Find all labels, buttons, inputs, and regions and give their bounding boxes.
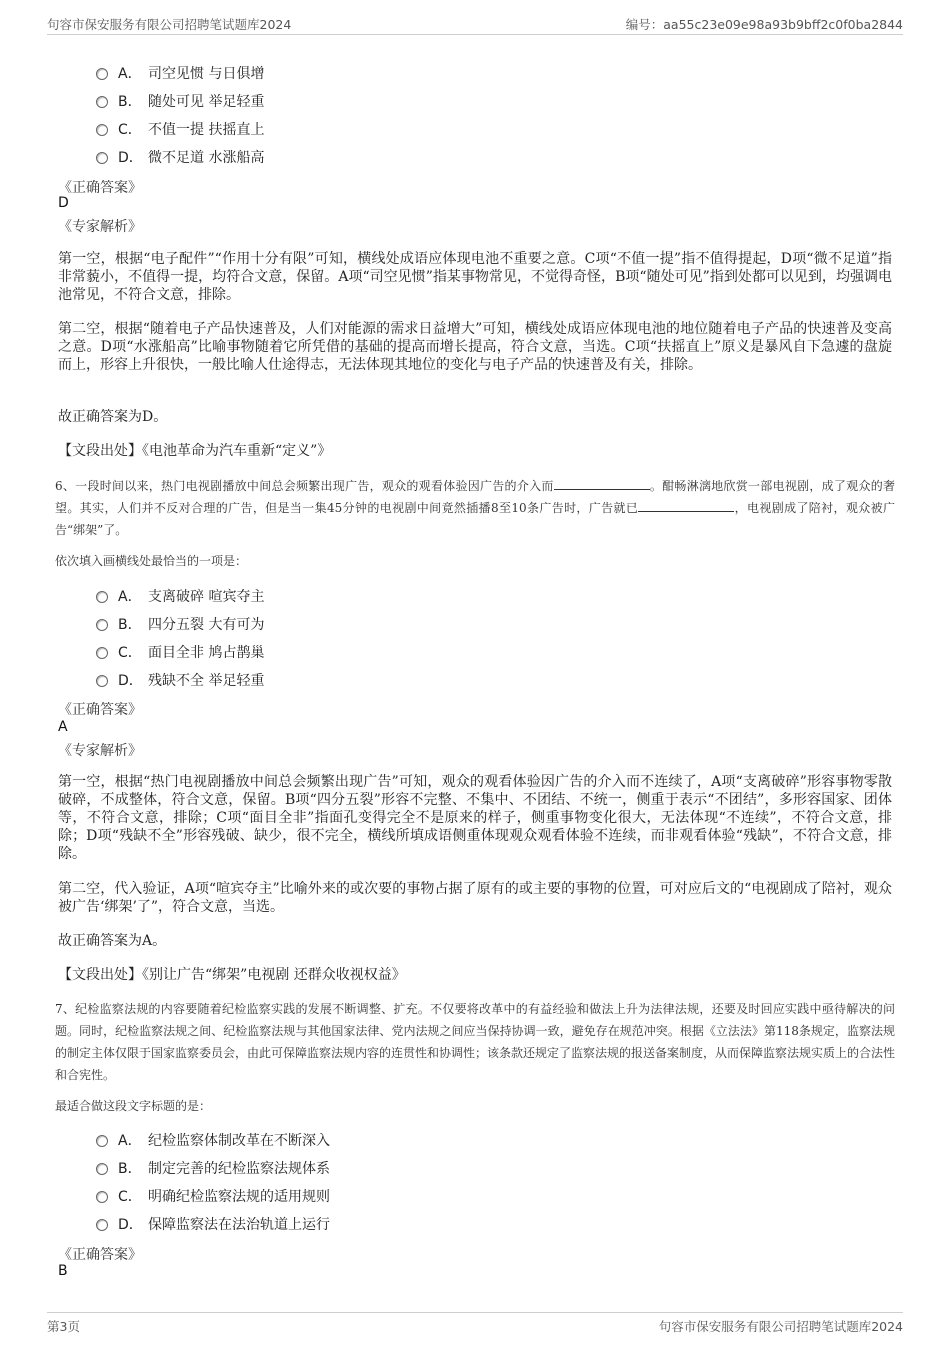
q6-question-text: 6、一段时间以来，热门电视剧播放中间总会频繁出现广告，观众的观看体验因广告的介入而 。酣畅淋漓地欣赏一部电视剧，成了观众的奢望。其实，人们并不反对合理的广告，但是当一集45分钟的电视剧中间竟然插播8至10条广告时，广告就已 ，电视剧成了陪衬，观众被广告“绑架”了。 (55, 479, 895, 537)
page-footer (47, 1312, 903, 1337)
q6-source: 【文段出处】《别让广告“绑架”电视剧 还群众收视权益》 (58, 967, 406, 983)
q6-analysis-label: 《专家解析》 (58, 743, 142, 759)
radio-icon[interactable] (96, 68, 108, 80)
answer-blank (554, 477, 650, 490)
header-doc-id: 编号：aa55c23e09e98a93b9bff2c0f0ba2844 (625, 17, 903, 32)
header-title: 句容市保安服务有限公司招聘笔试题库2024 (47, 17, 292, 32)
q7-prompt: 最适合做这段文字标题的是： (55, 1099, 212, 1113)
q6-analysis-paragraph-2: 第二空，代入验证，A项“喧宾夺主”比喻外来的或次要的事物占据了原有的或主要的事物的位置，可对应后文的“电视剧成了陪衬，观众被广告‘绑架’了”，符合文意，当选。 (58, 881, 892, 915)
q5-conclusion: 故正确答案为D。 (58, 409, 168, 425)
answer-blank (638, 499, 734, 512)
radio-icon[interactable] (96, 1163, 108, 1175)
q6-analysis-paragraph-1: 第一空，根据“热门电视剧播放中间总会频繁出现广告”可知，观众的观看体验因广告的介入而不连续了，A项“支离破碎”形容事物零散破碎，不成整体，符合文意，保留。B项“四分五裂”形容不完整、不集中、不团结、不统一，侧重于表示“不团结”，多形容国家、团体等，不符合文意，排除；C项“面目全非”指面孔变得完全不是原来的样子，侧重事物变化很大，无法体现“不连续”，不符合文意，排除；D项“残缺不全”形容残破、缺少，很不完全，横线所填成语侧重体现观众观看体验不连续，而非观看体验“残缺”，不符合文意，排除。 (58, 774, 892, 862)
radio-icon[interactable] (96, 675, 108, 687)
q6-answer: A (58, 719, 68, 735)
q5-analysis-label: 《专家解析》 (58, 219, 142, 235)
radio-icon[interactable] (96, 124, 108, 136)
radio-icon[interactable] (96, 152, 108, 164)
q6-conclusion: 故正确答案为A。 (58, 933, 167, 949)
q7-question-text: 7、纪检监察法规的内容要随着纪检监察实践的发展不断调整、扩充。不仅要将改革中的有益经验和做法上升为法律法规，还要及时回应实践中亟待解决的问题。同时，纪检监察法规之间、纪检监察法规与其他国家法律、党内法规之间应当保持协调一致，避免存在规范冲突。根据《立法法》第118条规定，监察法规的制定主体仅限于国家监察委员会，由此可保障监察法规内容的连贯性和协调性；该条款还规定了监察法规的报送备案制度，从而保障监察法规实质上的合法性和合宪性。 (55, 1002, 896, 1082)
radio-icon[interactable] (96, 619, 108, 631)
page-number: 第3页 (47, 1319, 80, 1334)
q7-answer: B (58, 1263, 68, 1279)
radio-icon[interactable] (96, 1191, 108, 1203)
q5-answer: D (58, 195, 69, 211)
radio-icon[interactable] (96, 1219, 108, 1231)
q6-answer-label: 《正确答案》 (58, 702, 142, 718)
q5-answer-label: 《正确答案》 (58, 180, 142, 196)
radio-icon[interactable] (96, 647, 108, 659)
footer-title: 句容市保安服务有限公司招聘笔试题库2024 (658, 1319, 903, 1334)
page-header (47, 12, 903, 35)
radio-icon[interactable] (96, 1135, 108, 1147)
q5-analysis-paragraph-2: 第二空，根据“随着电子产品快速普及，人们对能源的需求日益增大”可知，横线处成语应体现电池的地位随着电子产品的快速普及变高之意。D项“水涨船高”比喻事物随着它所凭借的基础的提高而增长提高，符合文意，当选。C项“扶摇直上”原义是暴风自下急遽的盘旋而上，形容上升很快，一般比喻人仕途得志，无法体现其地位的变化与电子产品的快速普及有关，排除。 (58, 321, 892, 373)
radio-icon[interactable] (96, 591, 108, 603)
radio-icon[interactable] (96, 96, 108, 108)
q7-answer-label: 《正确答案》 (58, 1247, 142, 1263)
q5-analysis-paragraph-1: 第一空，根据“电子配件”“作用十分有限”可知，横线处成语应体现电池不重要之意。C项“不值一提”指不值得提起，D项“微不足道”指非常藐小，不值得一提，均符合文意，保留。A项“司空见惯”指某事物常见，不觉得奇怪，B项“随处可见”指到处都可以见到，均强调电池常见，不符合文意，排除。 (58, 251, 892, 303)
q5-source: 【文段出处】《电池革命为汽车重新“定义”》 (58, 443, 332, 459)
q6-prompt: 依次填入画横线处最恰当的一项是： (55, 554, 248, 568)
